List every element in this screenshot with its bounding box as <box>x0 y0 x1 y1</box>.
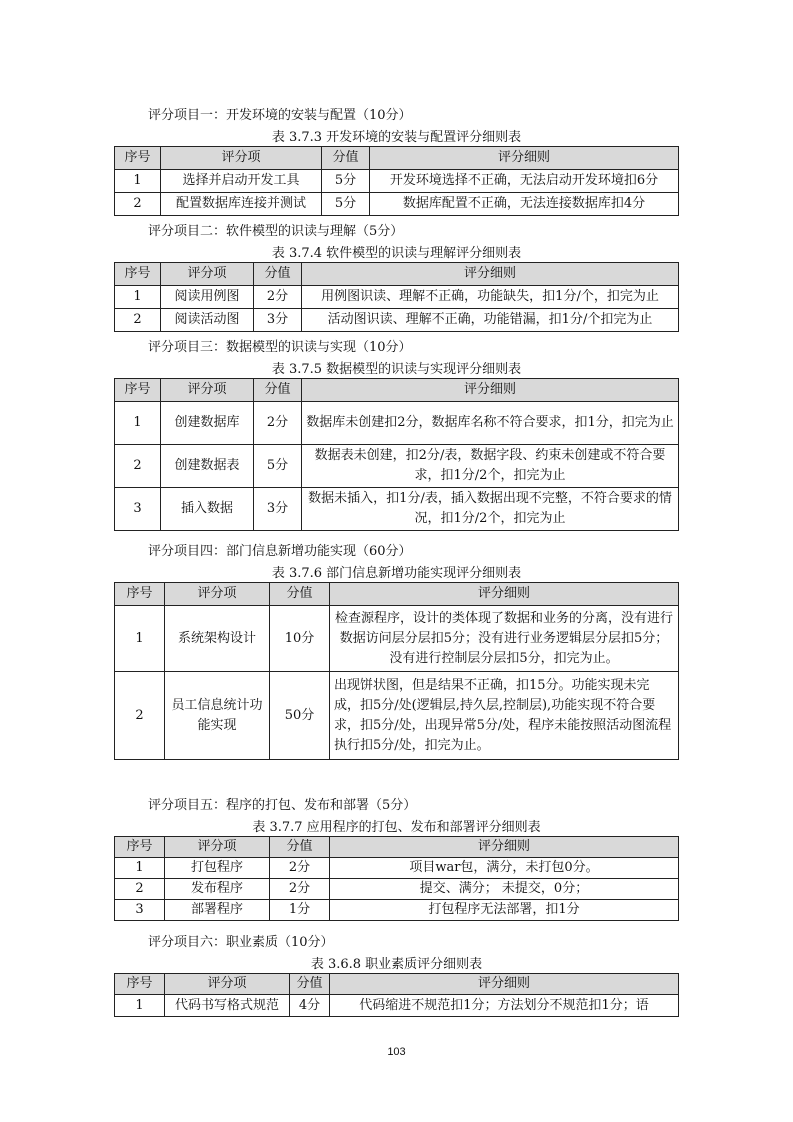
table-caption: 表 3.7.4 软件模型的识读与理解评分细则表 <box>271 246 522 261</box>
header-item: 评分项 <box>161 263 254 286</box>
cell-index: 2 <box>115 879 165 900</box>
cell-detail: 数据未插入，扣1分/表，插入数据出现不完整，不符合要求的情况，扣1分/2个，扣完为止 <box>302 488 679 531</box>
cell-detail: 数据库配置不正确，无法连接数据库扣4分 <box>370 193 679 216</box>
scoring-table-3 <box>114 378 679 531</box>
table-row <box>115 402 679 445</box>
cell-item: 创建数据表 <box>161 445 254 488</box>
cell-index: 1 <box>115 402 161 445</box>
cell-index: 1 <box>115 858 165 879</box>
table-header-row <box>115 147 679 170</box>
header-item: 评分项 <box>165 837 270 858</box>
table-row <box>115 170 679 193</box>
header-item: 评分项 <box>161 147 322 170</box>
scoring-table-5 <box>114 836 679 921</box>
cell-detail: 数据库未创建扣2分，数据库名称不符合要求，扣1分，扣完为止 <box>302 402 679 445</box>
section-heading: 评分项目二：软件模型的识读与理解（5分） <box>148 224 404 239</box>
section-heading: 评分项目三：数据模型的识读与实现（10分） <box>148 340 412 355</box>
section-heading: 评分项目四：部门信息新增功能实现（60分） <box>148 544 412 559</box>
table-row <box>115 286 679 309</box>
cell-index: 1 <box>115 286 161 309</box>
cell-score: 5分 <box>254 445 302 488</box>
cell-index: 2 <box>115 193 161 216</box>
table-header-row <box>115 379 679 402</box>
header-score: 分值 <box>254 379 302 402</box>
cell-detail: 开发环境选择不正确，无法启动开发环境扣6分 <box>370 170 679 193</box>
scoring-table-1 <box>114 146 679 216</box>
table-caption: 表 3.7.5 数据模型的识读与实现评分细则表 <box>271 362 522 377</box>
cell-detail: 代码缩进不规范扣1分；方法划分不规范扣1分；语 <box>330 995 679 1017</box>
cell-detail: 项目war包，满分，未打包0分。 <box>330 858 679 879</box>
table-row <box>115 995 679 1017</box>
header-score: 分值 <box>290 974 330 995</box>
scoring-table-2 <box>114 262 679 332</box>
header-detail: 评分细则 <box>330 974 679 995</box>
cell-item: 创建数据库 <box>161 402 254 445</box>
table-row <box>115 858 679 879</box>
cell-score: 2分 <box>254 402 302 445</box>
cell-score: 10分 <box>270 606 330 672</box>
cell-item: 发布程序 <box>165 879 270 900</box>
table-caption: 表 3.7.6 部门信息新增功能实现评分细则表 <box>271 566 522 581</box>
cell-item: 部署程序 <box>165 900 270 921</box>
scoring-table-6 <box>114 973 679 1017</box>
header-item: 评分项 <box>161 379 254 402</box>
cell-index: 3 <box>115 900 165 921</box>
header-detail: 评分细则 <box>302 263 679 286</box>
cell-detail: 数据表未创建，扣2分/表，数据字段、约束未创建或不符合要求，扣1分/2个，扣完为止 <box>302 445 679 488</box>
cell-item: 阅读活动图 <box>161 309 254 332</box>
header-index: 序号 <box>115 837 165 858</box>
table-row <box>115 193 679 216</box>
cell-detail: 活动图识读、理解不正确，功能错漏，扣1分/个扣完为止 <box>302 309 679 332</box>
cell-score: 2分 <box>254 286 302 309</box>
cell-item: 打包程序 <box>165 858 270 879</box>
cell-index: 2 <box>115 445 161 488</box>
cell-item: 代码书写格式规范 <box>165 995 290 1017</box>
cell-index: 3 <box>115 488 161 531</box>
table-row <box>115 488 679 531</box>
cell-score: 4分 <box>290 995 330 1017</box>
header-index: 序号 <box>115 583 165 606</box>
cell-index: 2 <box>115 309 161 332</box>
cell-score: 5分 <box>322 193 370 216</box>
cell-index: 1 <box>115 995 165 1017</box>
cell-item: 阅读用例图 <box>161 286 254 309</box>
header-detail: 评分细则 <box>330 583 679 606</box>
cell-score: 5分 <box>322 170 370 193</box>
cell-score: 1分 <box>270 900 330 921</box>
cell-score: 50分 <box>270 672 330 760</box>
cell-detail: 用例图识读、理解不正确，功能缺失，扣1分/个，扣完为止 <box>302 286 679 309</box>
cell-item: 配置数据库连接并测试 <box>161 193 322 216</box>
cell-detail: 提交、满分； 未提交，0分； <box>330 879 679 900</box>
cell-detail: 出现饼状图，但是结果不正确，扣15分。功能实现未完成，扣5分/处(逻辑层,持久层,控制层),功能实现不符合要求，扣5分/处，出现异常5分/处，程序未能按照活动图流程执行扣5分/处，扣完为止。 <box>330 672 679 760</box>
table-header-row <box>115 583 679 606</box>
section-heading: 评分项目五：程序的打包、发布和部署（5分） <box>148 798 417 813</box>
header-detail: 评分细则 <box>370 147 679 170</box>
header-score: 分值 <box>270 583 330 606</box>
cell-item: 插入数据 <box>161 488 254 531</box>
header-index: 序号 <box>115 974 165 995</box>
cell-score: 2分 <box>270 879 330 900</box>
table-header-row <box>115 837 679 858</box>
cell-score: 3分 <box>254 488 302 531</box>
header-score: 分值 <box>254 263 302 286</box>
header-item: 评分项 <box>165 974 290 995</box>
cell-item: 员工信息统计功能实现 <box>165 672 270 760</box>
table-header-row <box>115 974 679 995</box>
header-detail: 评分细则 <box>330 837 679 858</box>
header-score: 分值 <box>270 837 330 858</box>
header-detail: 评分细则 <box>302 379 679 402</box>
header-index: 序号 <box>115 263 161 286</box>
header-item: 评分项 <box>165 583 270 606</box>
cell-index: 1 <box>115 606 165 672</box>
table-row <box>115 879 679 900</box>
section-heading: 评分项目一：开发环境的安装与配置（10分） <box>148 108 412 123</box>
section-heading: 评分项目六：职业素质（10分） <box>148 935 334 950</box>
table-row <box>115 672 679 760</box>
cell-item: 系统架构设计 <box>165 606 270 672</box>
table-row <box>115 606 679 672</box>
cell-detail: 检查源程序，设计的类体现了数据和业务的分离，没有进行数据访问层分层扣5分；没有进行业务逻辑层分层扣5分；没有进行控制层分层扣5分，扣完为止。 <box>330 606 679 672</box>
header-score: 分值 <box>322 147 370 170</box>
table-row <box>115 900 679 921</box>
header-index: 序号 <box>115 379 161 402</box>
scoring-table-4 <box>114 582 679 760</box>
table-caption: 表 3.7.7 应用程序的打包、发布和部署评分细则表 <box>252 820 541 835</box>
cell-score: 3分 <box>254 309 302 332</box>
cell-item: 选择并启动开发工具 <box>161 170 322 193</box>
table-row <box>115 445 679 488</box>
header-index: 序号 <box>115 147 161 170</box>
cell-index: 2 <box>115 672 165 760</box>
page-number: 103 <box>387 1046 406 1058</box>
table-caption: 表 3.6.8 职业素质评分细则表 <box>310 957 483 972</box>
cell-detail: 打包程序无法部署，扣1分 <box>330 900 679 921</box>
table-row <box>115 309 679 332</box>
table-header-row <box>115 263 679 286</box>
table-caption: 表 3.7.3 开发环境的安装与配置评分细则表 <box>271 130 522 145</box>
cell-score: 2分 <box>270 858 330 879</box>
cell-index: 1 <box>115 170 161 193</box>
